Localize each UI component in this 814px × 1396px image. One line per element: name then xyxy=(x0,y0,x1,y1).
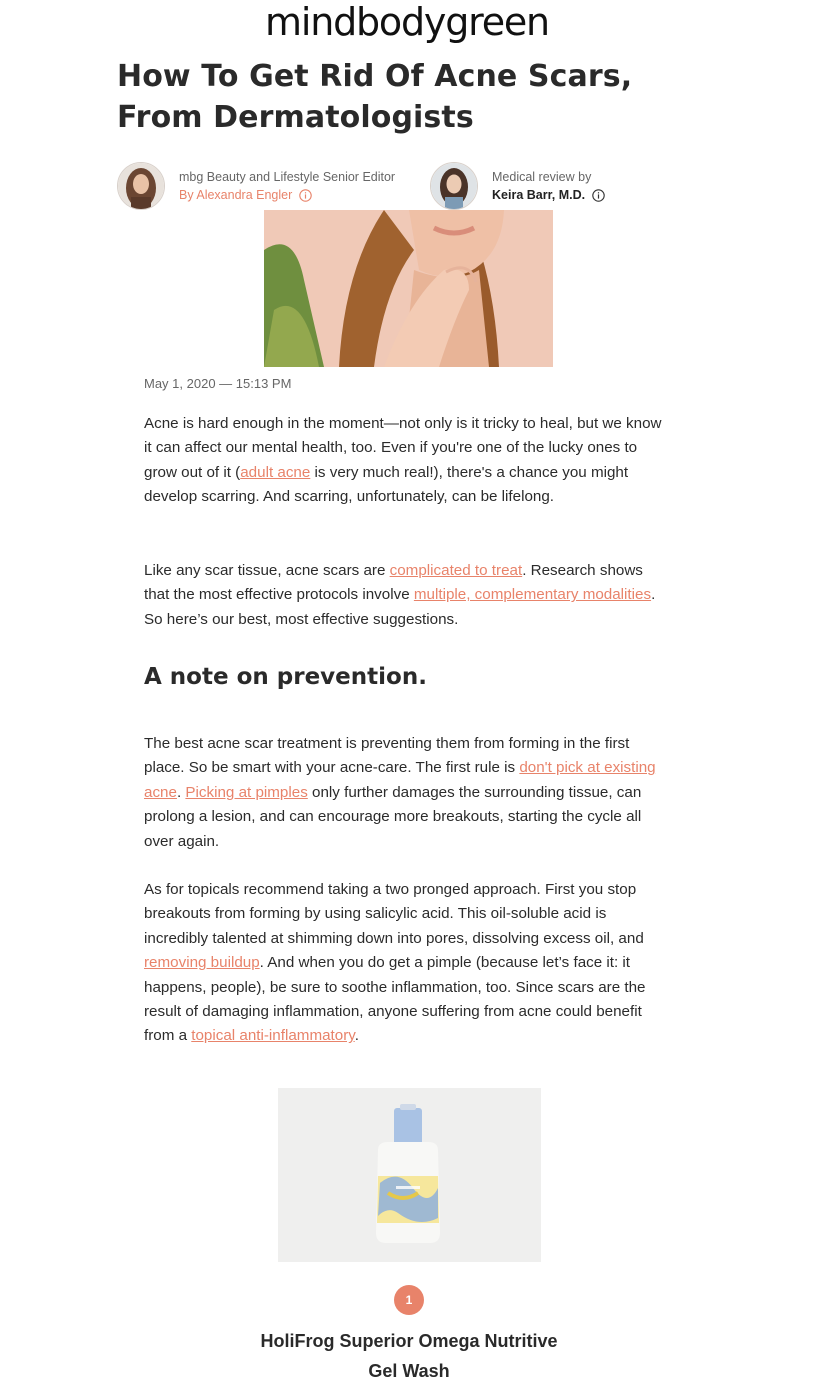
multiple-modalities-link[interactable]: multiple, complementary modalities xyxy=(413,586,652,604)
author-byline xyxy=(117,162,395,210)
site-logo[interactable]: mindbodygreen xyxy=(265,0,549,44)
reviewer-name-link[interactable]: Keira Barr, M.D. xyxy=(492,188,586,202)
product-number-badge: 1 xyxy=(394,1285,424,1315)
author-name-link[interactable]: By Alexandra Engler xyxy=(179,188,293,202)
reviewer-avatar[interactable] xyxy=(430,162,478,210)
info-icon[interactable] xyxy=(592,189,605,202)
paragraph-topicals: As for topicals recommend taking a two pronged approach. First you stop breakouts from forming by using salicylic acid. This oil-soluble acid is incredibly talented at shimming down into pores, dissolving excess oil, and removing buildup. And when you do get a pimple (because let’s face it: it happens, people), be sure to soothe inflammation, too. Since scars are the result of damaging inflammation, anyone suffering from acne could benefit from a topical anti-inflammatory. xyxy=(144,881,646,1045)
dont-pick-link[interactable]: don't pick at existing acne xyxy=(144,759,656,801)
paragraph-prevention: The best acne scar treatment is preventing them from forming in the first place. So be smart with your acne-care. The first rule is don't pick at existing acne. Picking at pimples only further damages the surrounding tissue, can prolong a lesion, and can encourage more breakouts, starting the cycle all over again. xyxy=(144,735,656,850)
author-role: mbg Beauty and Lifestyle Senior Editor xyxy=(179,170,396,184)
hero-image xyxy=(264,210,553,367)
info-icon[interactable] xyxy=(299,189,312,202)
article-date: May 1, 2020 — 15:13 PM xyxy=(144,376,292,391)
picking-at-pimples-link[interactable]: Picking at pimples xyxy=(185,783,308,801)
product-name[interactable]: HoliFrog Superior Omega Nutritive Gel Wash xyxy=(260,1331,558,1381)
reviewer-byline xyxy=(430,162,605,210)
paragraph-intro: Acne is hard enough in the moment—not only is it tricky to heal, but we know it can affect our mental health, too. Even if you're one of the lucky ones to grow out of it (adult acne is very much real!), there's a chance you might develop scarring. And scarring, unfortunately, can be lifelong. xyxy=(144,415,662,506)
author-avatar[interactable] xyxy=(117,162,165,210)
complicated-to-treat-link[interactable]: complicated to treat xyxy=(389,562,523,579)
paragraph-research: Like any scar tissue, acne scars are complicated to treat. Research shows that the most effective protocols involve multiple, complementary modalities. So here’s our best, most effective suggestions. xyxy=(144,562,656,628)
removing-buildup-link[interactable]: removing buildup xyxy=(144,954,260,972)
reviewer-role: Medical review by xyxy=(492,170,592,184)
topical-anti-inflammatory-link[interactable]: topical anti-inflammatory xyxy=(191,1027,355,1045)
product-image[interactable] xyxy=(278,1088,541,1262)
article-title: How To Get Rid Of Acne Scars, From Dermatologists xyxy=(117,59,633,135)
section-heading: A note on prevention. xyxy=(144,664,427,690)
adult-acne-link[interactable]: adult acne xyxy=(240,463,311,481)
